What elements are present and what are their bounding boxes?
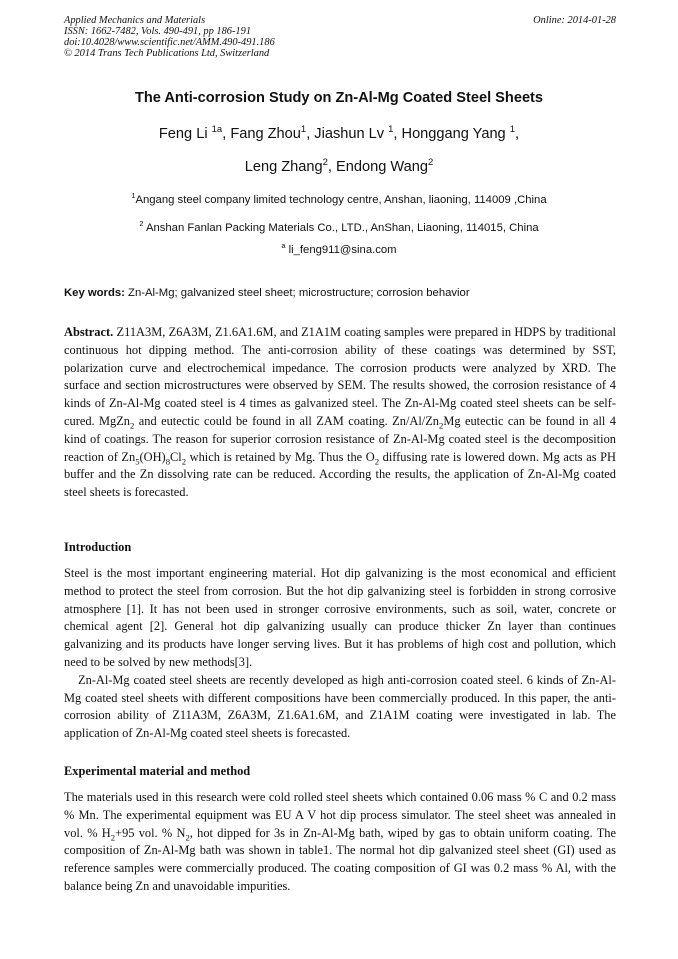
paragraph-text: +95 vol. % N (115, 825, 186, 840)
abstract-label: Abstract. (64, 325, 114, 339)
author-marker: 1 (300, 124, 307, 136)
subscript: 2 (181, 456, 187, 467)
abstract-text: Cl (170, 449, 182, 464)
experimental-body (64, 789, 616, 896)
abstract-text: Z11A3M, Z6A3M, Z1.6A1.6M, and Z1A1M coating samples were prepared in HDPS by traditional continuous hot dipping method. The anti-corrosion ability of these coatings was determined by SST, polarization curve and electrochemical impedance. The corrosion products were analyzed by XRD. The surface and section microstructures were observed by SEM. The results showed, the corrosion resistance of 4 kinds of Zn-Al-Mg coated steel is 4 times as galvanized steel. The Zn-Al-Mg coated steel sheets can be self-cured. MgZn (64, 325, 616, 428)
copyright-line: © 2014 Trans Tech Publications Ltd, Switzerland (64, 48, 270, 59)
abstract (64, 324, 616, 502)
introduction-body (64, 565, 616, 743)
paragraph-text: , hot dipped for 3s in Zn-Al-Mg bath, wiped by gas to obtain uniform coating. The composition of Zn-Al-Mg bath was shown in table1. The normal hot dip galvanized steel sheet (GI) used as reference samples were commercially produced. The coating composition of GI was 0.2 mass % Al, with the balance being Zn and unavoidable impurities. (64, 825, 616, 893)
subscript: 8 (165, 456, 171, 467)
paper-title: The Anti-corrosion Study on Zn-Al-Mg Coated Steel Sheets (134, 90, 544, 106)
paragraph-text: The materials used in this research were cold rolled steel sheets which contained 0.06 mass % C and 0.2 mass % Mn. The experimental equipment was EU A V hot dip process simulator. The steel sheet was annealed in vol. % H (64, 790, 616, 840)
subscript: 2 (110, 832, 116, 843)
affiliation-marker: 2 (139, 219, 144, 229)
doi-line: doi:10.4028/www.scientific.net/AMM.490-491.186 (64, 37, 275, 48)
keywords-text: Zn-Al-Mg; galvanized steel sheet; microstructure; corrosion behavior (128, 287, 470, 299)
author-name: Jiashun Lv (314, 126, 385, 142)
author-marker: 1a (211, 124, 223, 136)
abstract-text: (OH) (139, 449, 166, 464)
author-marker: 2 (427, 157, 434, 169)
subscript: 2 (130, 420, 135, 431)
paragraph: Steel is the most important engineering material. Hot dip galvanizing is the most economical and efficient method to protect the steel from corrosion. But the hot dip galvanizing steel is forbidden in strong corrosive atmosphere [1]. It has not been used in stronger corrosive environments, such as soil, water, concrete or chemical agent [2]. General hot dip galvanizing usually can produce thicker Zn layer than continues galvanizing and its products have longer serving lives. But it has problems of high cost and pollution, which need to be solved by new methods[3]. (64, 566, 616, 669)
author-name: Fang Zhou (230, 126, 301, 142)
issn-line: ISSN: 1662-7482, Vols. 490-491, pp 186-191 (64, 26, 252, 37)
journal-name: Applied Mechanics and Materials (64, 15, 206, 26)
abstract-text: and eutectic could be found in all ZAM coating. Zn/Al/Zn (134, 413, 439, 428)
keywords-label: Key words: (64, 287, 125, 299)
author-name: Honggang Yang (401, 126, 506, 142)
author-line-1: Feng Li $^{1a}$, Fang Zhou$^1$, Jiashun Lv $^1$, Honggang Yang $^1$, (158, 124, 520, 142)
email-text[interactable]: li_feng911@sina.com (288, 244, 397, 256)
page-header (64, 15, 616, 59)
abstract-text: Mg eutectic can be found in all 4 kind of coatings. The reason for superior corrosion resistance of Zn-Al-Mg coated steel is the decomposition reaction of Zn (64, 413, 616, 464)
author-marker: 1 (388, 124, 394, 136)
section-heading-experimental: Experimental material and method (64, 764, 251, 778)
author-name: Feng Li (158, 126, 208, 142)
email-marker: a (281, 241, 286, 251)
abstract-text: diffusing rate is lowered down. Mg acts as PH buffer and the Zn dissolving rate can be reduced. According the results, the application of Zn-Al-Mg coated steel sheets is forecasted. (64, 449, 617, 500)
section-heading-introduction: Introduction (64, 540, 132, 554)
author-name: Endong Wang (336, 159, 428, 175)
abstract-text: which is retained by Mg. Thus the O (186, 449, 375, 464)
affiliation-1 (0, 191, 678, 206)
affiliation-2 (0, 219, 678, 234)
subscript: 5 (135, 456, 140, 467)
subscript: 2 (185, 832, 190, 843)
keywords (64, 287, 616, 299)
affiliation-marker: 1 (131, 191, 136, 201)
author-email (0, 241, 678, 256)
paragraph: Zn-Al-Mg coated steel sheets are recently developed as high anti-corrosion coated steel. 6 kinds of Zn-Al-Mg coated steel sheets with different compositions have been commercially produced. In this paper, the anti-corrosion ability of Z11A3M, Z6A3M, Z1.6A1.6M, and Z1A1M coating were investigated in lab. The application of Zn-Al-Mg coated steel sheets is forecasted. (64, 672, 616, 741)
subscript: 2 (374, 456, 380, 467)
affiliation-text: Angang steel company limited technology centre, Anshan, liaoning, 114009 ,China (135, 194, 547, 206)
subscript: 2 (438, 420, 444, 431)
author-marker: 2 (322, 157, 328, 169)
affiliation-text: Anshan Fanlan Packing Materials Co., LTD., AnShan, Liaoning, 114015, China (145, 222, 539, 234)
online-date: Online: 2014-01-28 (533, 15, 616, 26)
author-line-2: Leng Zhang$^2$, Endong Wang$^2$ (244, 157, 434, 175)
author-marker: 1 (509, 124, 516, 136)
author-name: Leng Zhang (244, 159, 323, 175)
paragraph (64, 789, 616, 896)
